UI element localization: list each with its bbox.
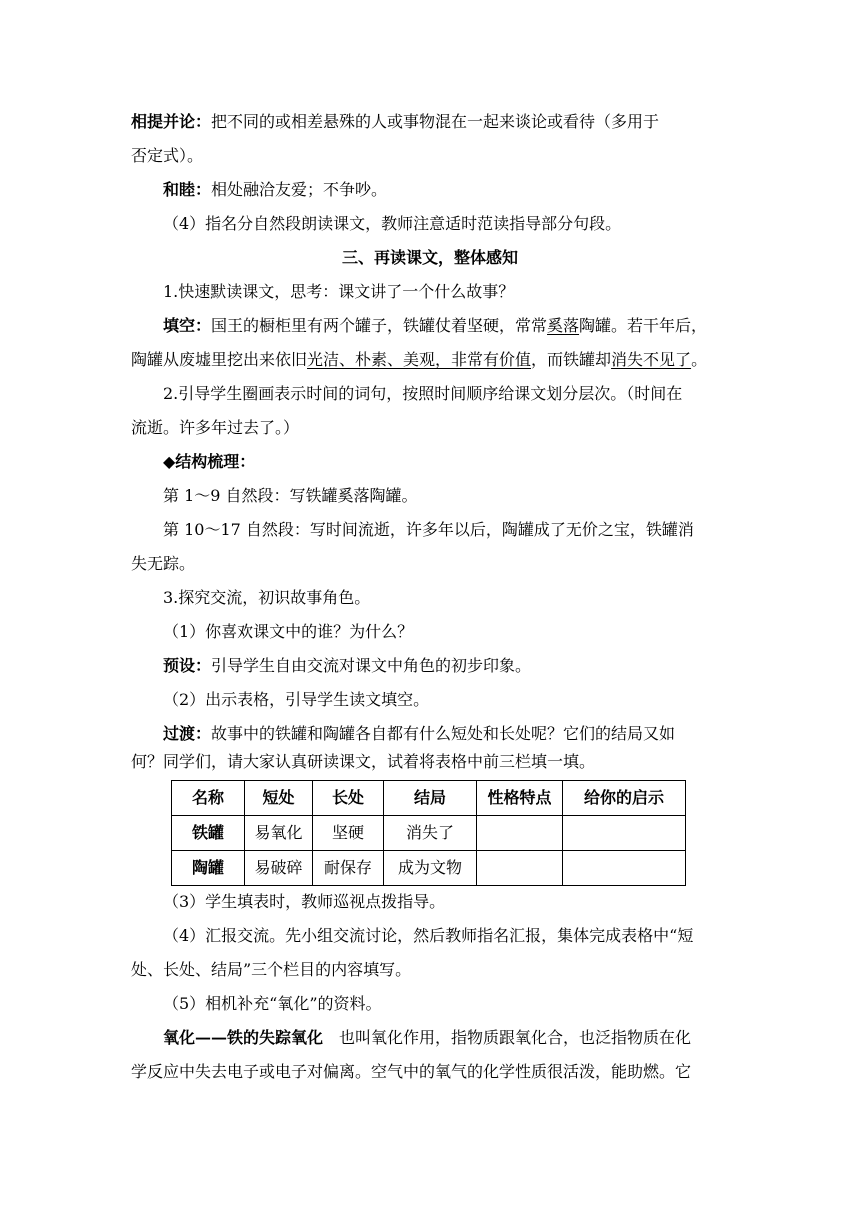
preset-text: 引导学生自由交流对课文中角色的初步印象。 xyxy=(211,656,532,675)
term-label: 和睦： xyxy=(163,180,212,199)
fill-text: 陶罐从废墟里挖出来依旧 xyxy=(131,350,308,369)
table-row xyxy=(172,816,686,851)
preset-paragraph xyxy=(163,654,531,678)
transition-label: 过渡： xyxy=(163,724,212,743)
definition-hemu xyxy=(163,178,387,202)
table-header-cell: 长处 xyxy=(313,781,384,816)
definition-continuation: 否定式）。 xyxy=(131,146,204,165)
transition-paragraph xyxy=(163,722,675,746)
section-heading: 三、再读课文，整体感知 xyxy=(341,248,518,267)
task-2-continuation: 流逝。许多年过去了。） xyxy=(131,418,300,437)
table-header-cell: 名称 xyxy=(172,781,245,816)
fill-text: 。 xyxy=(691,350,708,369)
fill-answer-xiluo: 奚落 xyxy=(547,316,580,335)
table-cell: 铁罐 xyxy=(172,816,245,851)
fill-answer-value: 光洁、朴素、美观，非常有价值 xyxy=(307,350,532,369)
table-header-cell: 短处 xyxy=(245,781,313,816)
preset-label: 预设： xyxy=(163,656,212,675)
table-cell xyxy=(477,816,563,851)
structure-item-2-continuation: 失无踪。 xyxy=(131,554,196,573)
transition-text: 故事中的铁罐和陶罐各自都有什么短处和长处呢？它们的结局又如 xyxy=(211,724,676,743)
step-4-paragraph: （4）指名分自然段朗读课文，教师注意适时范读指导部分句段。 xyxy=(163,214,622,233)
table-cell: 陶罐 xyxy=(172,851,245,886)
oxidation-paragraph xyxy=(163,1026,691,1050)
table-header-cell: 给你的启示 xyxy=(563,781,686,816)
table-header-cell: 性格特点 xyxy=(477,781,563,816)
fill-label: 填空： xyxy=(163,316,212,335)
step-4-report-continuation: 处、长处、结局”三个栏目的内容填写。 xyxy=(131,960,412,979)
step-4-report-paragraph: （4）汇报交流。先小组交流讨论，然后教师指名汇报，集体完成表格中“短 xyxy=(163,926,694,945)
question-1: （1）你喜欢课文中的谁？为什么？ xyxy=(163,622,414,641)
structure-item-1: 第 1～9 自然段：写铁罐奚落陶罐。 xyxy=(163,486,418,505)
task-1-paragraph: 1.快速默读课文，思考：课文讲了一个什么故事？ xyxy=(163,282,515,301)
structure-heading: ◆结构梳理： xyxy=(163,452,256,471)
table-cell: 耐保存 xyxy=(313,851,384,886)
table-header-row xyxy=(172,781,686,816)
fill-text: ，而铁罐却 xyxy=(531,350,612,369)
table-cell: 坚硬 xyxy=(313,816,384,851)
fill-blank-line-2 xyxy=(131,348,707,372)
fill-answer-disappeared: 消失不见了 xyxy=(611,350,692,369)
transition-continuation: 何？同学们，请大家认真研读课文，试着将表格中前三栏填一填。 xyxy=(131,752,596,771)
term-definition: 相处融洽友爱；不争吵。 xyxy=(211,180,388,199)
oxidation-label: 氧化——铁的失踪氧化 xyxy=(163,1028,324,1047)
table-cell xyxy=(563,816,686,851)
table-cell: 成为文物 xyxy=(384,851,477,886)
fill-text: 陶罐。若干年后， xyxy=(579,316,708,335)
task-2-paragraph: 2.引导学生圈画表示时间的词句，按照时间顺序给课文划分层次。（时间在 xyxy=(163,384,683,403)
table-header-cell: 结局 xyxy=(384,781,477,816)
table-cell xyxy=(563,851,686,886)
table-cell xyxy=(477,851,563,886)
fill-blank-line-1 xyxy=(163,314,707,338)
oxidation-text: 也叫氧化作用，指物质跟氧化合，也泛指物质在化 xyxy=(323,1028,692,1047)
term-label: 相提并论： xyxy=(131,112,212,131)
term-definition: 把不同的或相差悬殊的人或事物混在一起来谈论或看待（多用于 xyxy=(211,112,660,131)
table-cell: 易破碎 xyxy=(245,851,313,886)
task-3-paragraph: 3.探究交流，初识故事角色。 xyxy=(163,588,371,607)
step-5-paragraph: （5）相机补充“氧化”的资料。 xyxy=(163,994,382,1013)
definition-xiangtibinglun xyxy=(131,110,659,134)
structure-item-2: 第 10～17 自然段：写时间流逝，许多年以后，陶罐成了无价之宝，铁罐消 xyxy=(163,520,694,539)
table-row xyxy=(172,851,686,886)
table-cell: 消失了 xyxy=(384,816,477,851)
comparison-table xyxy=(171,780,686,886)
oxidation-continuation: 学反应中失去电子或电子对偏离。空气中的氧气的化学性质很活泼，能助燃。它 xyxy=(131,1062,692,1081)
table-cell: 易氧化 xyxy=(245,816,313,851)
step-3-paragraph: （3）学生填表时，教师巡视点拨指导。 xyxy=(163,892,446,911)
fill-text: 国王的橱柜里有两个罐子，铁罐仗着坚硬，常常 xyxy=(211,316,548,335)
step-2-paragraph: （2）出示表格，引导学生读文填空。 xyxy=(163,690,430,709)
